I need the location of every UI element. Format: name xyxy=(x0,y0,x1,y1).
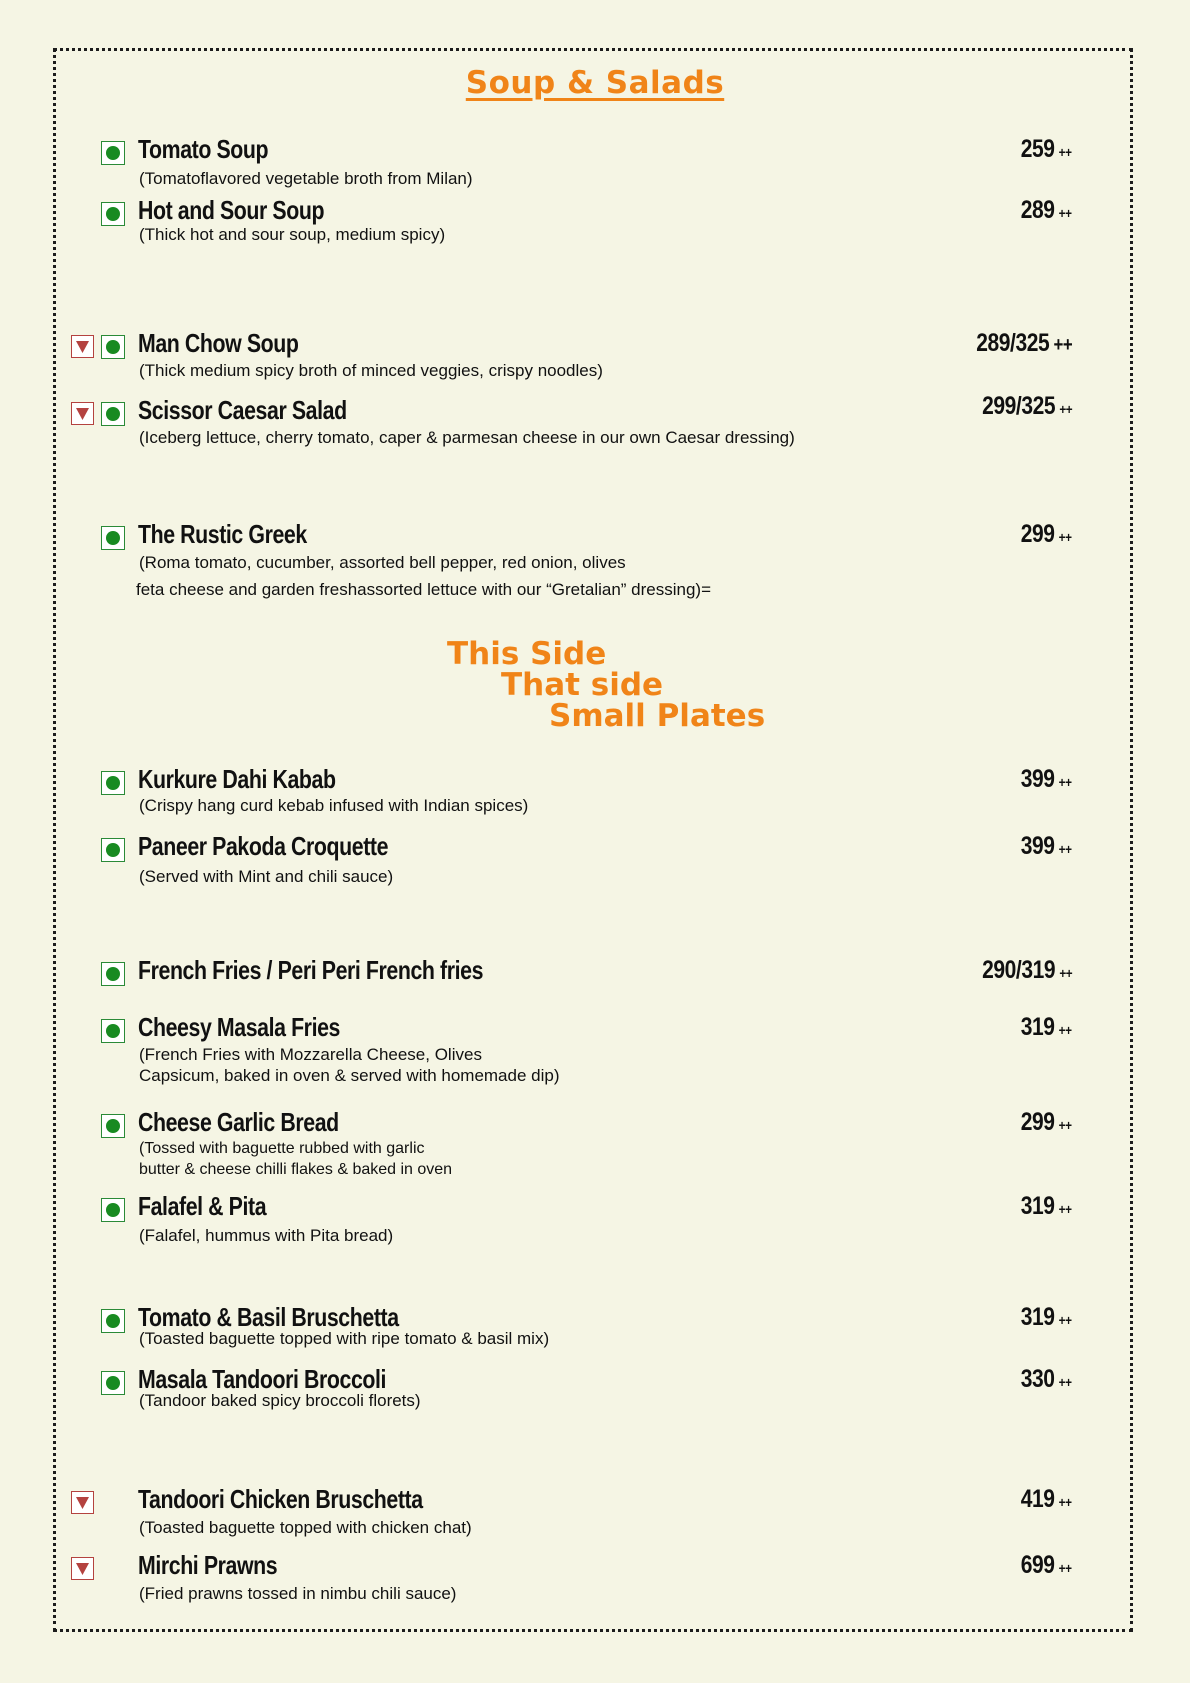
item-price: 290/319 ++ xyxy=(981,956,1072,984)
item-name: Hot and Sour Soup xyxy=(138,195,325,225)
item-name: Paneer Pakoda Croquette xyxy=(138,831,389,861)
veg-dot-icon xyxy=(101,526,125,550)
item-desc: (Tossed with baguette rubbed with garlic xyxy=(139,1140,425,1157)
item-price: 399 ++ xyxy=(1021,765,1072,793)
item-price: 299 ++ xyxy=(1021,520,1072,548)
item-desc: (Thick medium spicy broth of minced veggies, crispy noodles) xyxy=(139,361,603,380)
veg-dot-icon xyxy=(101,202,125,226)
item-price: 299/325 ++ xyxy=(981,392,1072,420)
item-name: French Fries / Peri Peri French fries xyxy=(138,955,484,985)
nonveg-triangle-icon xyxy=(71,335,94,358)
item-desc: (Tandoor baked spicy broccoli florets) xyxy=(139,1391,421,1410)
item-price: 259 ++ xyxy=(1021,135,1072,163)
item-price: 289/325 ++ xyxy=(976,329,1072,357)
veg-dot-icon xyxy=(101,1198,125,1222)
item-desc: Capsicum, baked in oven & served with homemade dip) xyxy=(139,1066,560,1085)
veg-dot-icon xyxy=(101,402,125,426)
item-name: Mirchi Prawns xyxy=(138,1550,278,1580)
veg-dot-icon xyxy=(101,1371,125,1395)
item-desc: (Served with Mint and chili sauce) xyxy=(139,867,394,886)
nonveg-triangle-icon xyxy=(71,402,94,425)
item-name: Tomato & Basil Bruschetta xyxy=(138,1302,399,1332)
item-desc: feta cheese and garden freshassorted lettuce with our “Gretalian” dressing)= xyxy=(136,580,712,599)
item-name: Cheese Garlic Bread xyxy=(138,1107,339,1137)
item-price: 399 ++ xyxy=(1021,832,1072,860)
item-name: Masala Tandoori Broccoli xyxy=(138,1364,387,1394)
item-name: Cheesy Masala Fries xyxy=(138,1012,340,1042)
item-name: The Rustic Greek xyxy=(138,519,307,549)
item-price: 299 ++ xyxy=(1021,1108,1072,1136)
nonveg-triangle-icon xyxy=(71,1557,94,1580)
item-desc: (Tomatoflavored vegetable broth from Milan) xyxy=(139,169,473,188)
item-desc: (Toasted baguette topped with ripe tomato & basil mix) xyxy=(139,1329,550,1348)
section-title-soup-salads: Soup & Salads xyxy=(465,65,725,101)
item-name: Tomato Soup xyxy=(138,134,269,164)
veg-dot-icon xyxy=(101,335,125,359)
nonveg-triangle-icon xyxy=(71,1491,94,1514)
item-name: Kurkure Dahi Kabab xyxy=(138,764,336,794)
item-name: Man Chow Soup xyxy=(138,328,299,358)
veg-dot-icon xyxy=(101,838,125,862)
item-desc: (Crispy hang curd kebab infused with Indian spices) xyxy=(139,796,529,815)
item-desc: (Fried prawns tossed in nimbu chili sauce) xyxy=(139,1584,457,1603)
item-desc: (French Fries with Mozzarella Cheese, Olives xyxy=(139,1045,482,1064)
item-desc: (Roma tomato, cucumber, assorted bell pepper, red onion, olives xyxy=(139,553,626,572)
item-desc: (Thick hot and sour soup, medium spicy) xyxy=(139,225,446,244)
item-price: 319 ++ xyxy=(1021,1013,1072,1041)
item-desc: (Toasted baguette topped with chicken chat) xyxy=(139,1518,472,1537)
item-price: 319 ++ xyxy=(1021,1303,1072,1331)
item-name: Tandoori Chicken Bruschetta xyxy=(138,1484,423,1514)
veg-dot-icon xyxy=(101,1309,125,1333)
section-title-line: That side xyxy=(501,667,664,703)
veg-dot-icon xyxy=(101,771,125,795)
veg-dot-icon xyxy=(101,141,125,165)
item-desc: (Falafel, hummus with Pita bread) xyxy=(139,1226,394,1245)
section-title-line: Small Plates xyxy=(549,698,766,734)
section-title-line: This Side xyxy=(447,636,607,672)
item-name: Scissor Caesar Salad xyxy=(138,395,347,425)
veg-dot-icon xyxy=(101,1019,125,1043)
item-name: Falafel & Pita xyxy=(138,1191,267,1221)
item-price: 319 ++ xyxy=(1021,1192,1072,1220)
item-price: 419 ++ xyxy=(1021,1485,1072,1513)
item-desc: (Iceberg lettuce, cherry tomato, caper & parmesan cheese in our own Caesar dressing) xyxy=(139,428,795,447)
item-price: 330 ++ xyxy=(1021,1365,1072,1393)
item-desc: butter & cheese chilli flakes & baked in oven xyxy=(139,1161,453,1178)
veg-dot-icon xyxy=(101,962,125,986)
item-price: 699 ++ xyxy=(1021,1551,1072,1579)
veg-dot-icon xyxy=(101,1114,125,1138)
item-price: 289 ++ xyxy=(1021,196,1072,224)
